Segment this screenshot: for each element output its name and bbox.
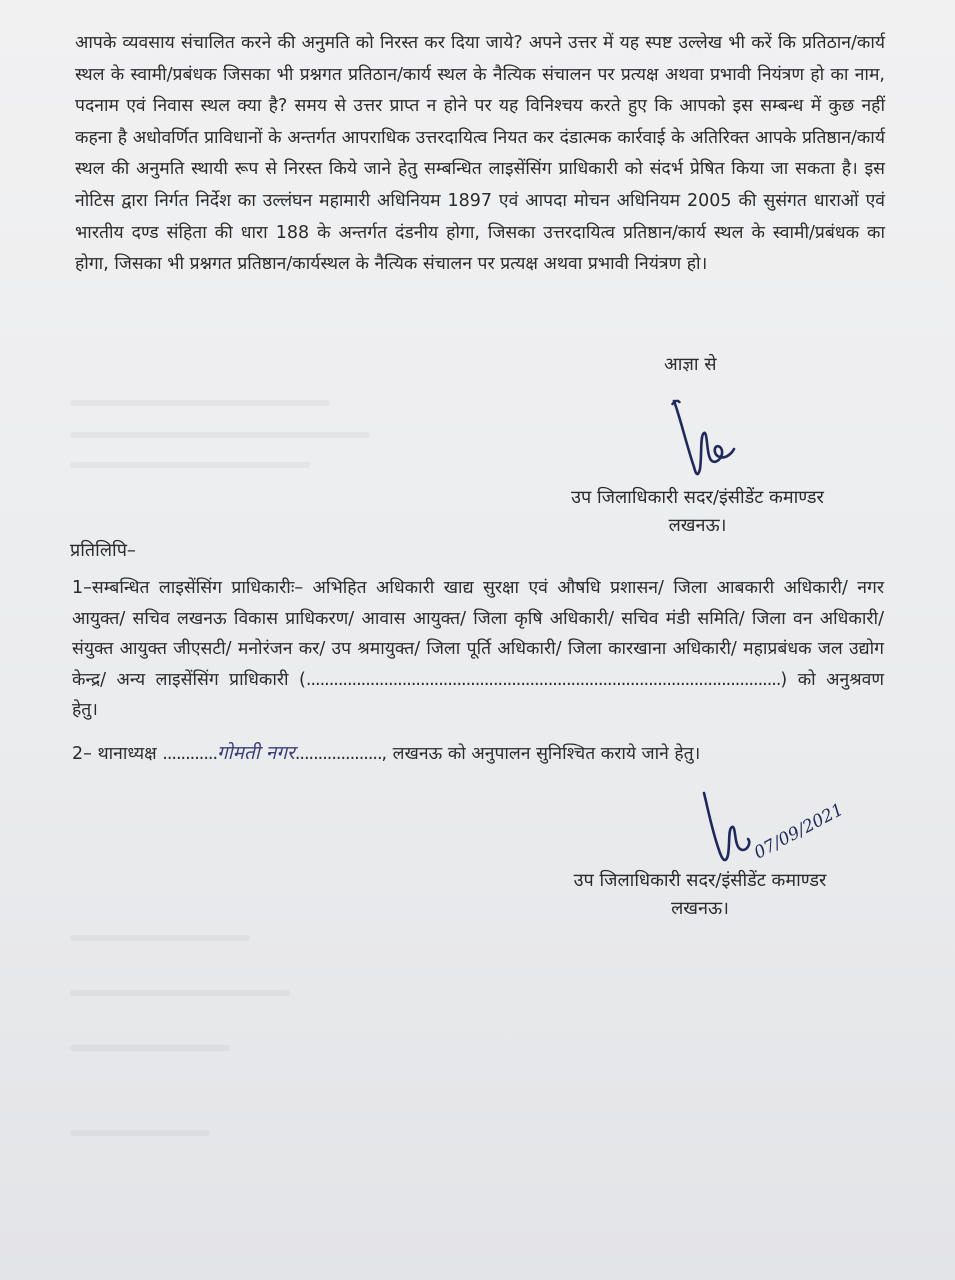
copy-item-2 [72, 738, 884, 769]
blank-line: ............ [162, 744, 218, 764]
copy-item-1-end: ) को अनुश्रवण हेतु। [72, 669, 885, 720]
copy-item-1-text: 1–सम्बन्धित लाइसेंसिंग प्राधिकारीः– अभिहित अधिकारी खाद्य सुरक्षा एवं औषधि प्रशासन/ जिला आबकारी अधिकारी/ नगर आयुक्त/ सचिव लखनऊ विकास प्राधिकरण/ आवास आयुक्त/ जिला कृषि अधिकारी/ सचिव मंडी समिति/ जिला वन अधिकारी/ संयुक्त आयुक्त जीएसटी/ मनोरंजन कर/ उप श्रमायुक्त/ जिला पूर्ति अधिकारी/ जिला कारखाना अधिकारी/ महाप्रबंधक जल उद्योग केन्द्र/ अन्य लाइसेंसिंग प्राधिकारी ( [72, 578, 884, 690]
signature-2 [690, 785, 860, 875]
show-through-mark [70, 935, 250, 941]
signature-1 [660, 395, 750, 485]
signatory-block-2 [540, 867, 860, 923]
copy-item-2-suffix: , लखनऊ को अनुपालन सुनिश्चित कराये जाने हेतु। [381, 744, 701, 764]
blank-line: ........................................................................................................ [305, 669, 781, 690]
copy-item-1 [72, 573, 884, 726]
signature-date: 07/09/2021 [750, 799, 847, 864]
by-order-label: आज्ञा से [664, 354, 717, 375]
show-through-mark [70, 462, 310, 468]
show-through-mark [70, 1045, 230, 1051]
signatory-block-1 [540, 484, 855, 540]
show-through-mark [70, 400, 330, 406]
signatory-place: लखनऊ। [668, 515, 727, 536]
signatory-title: उप जिलाधिकारी सदर/इंसीडेंट कमाण्डर [571, 487, 824, 508]
notice-paragraph: आपके व्यवसाय संचालित करने की अनुमति को निरस्त कर दिया जाये? अपने उत्तर में यह स्पष्ट उल्लेख भी करें कि प्रतिठान/कार्य स्थल के स्वामी/प्रबंधक जिसका भी प्रश्नगत प्रतिठान/कार्य स्थल के नैत्यिक संचालन पर प्रत्यक्ष अथवा प्रभावी नियंत्रण हो का नाम, पदनाम एवं निवास स्थल क्या है? समय से उत्तर प्राप्त न होने पर यह विनिश्चय करते हुए कि आपको इस सम्बन्ध में कुछ नहीं कहना है अधोवर्णित प्राविधानों के अन्तर्गत आपराधिक उत्तरदायित्व नियत कर दंडात्मक कार्रवाई के अतिरिक्त आपके प्रतिष्ठान/कार्य स्थल की अनुमति स्थायी रूप से निरस्त किये जाने हेतु सम्बन्धित लाइसेंसिंग प्राधिकारी को संदर्भ प्रेषित किया जा सकता है। इस नोटिस द्वारा निर्गत निर्देश का उल्लंघन महामारी अधिनियम 1897 एवं आपदा मोचन अधिनियम 2005 की सुसंगत धाराओं एवं भारतीय दण्ड संहिता की धारा 188 के अन्तर्गत दंडनीय होगा, जिसका उत्तरदायित्व प्रतिष्ठान/कार्य स्थल के स्वामी/प्रबंधक का होगा, जिसका भी प्रश्नगत प्रतिष्ठान/कार्यस्थल के नैत्यिक संचालन पर प्रत्यक्ष अथवा प्रभावी नियंत्रण हो। [75, 33, 885, 275]
copy-heading: प्रतिलिपि– [70, 540, 136, 561]
handwritten-police-station: गोमती नगर [217, 742, 295, 764]
signatory-title: उप जिलाधिकारी सदर/इंसीडेंट कमाण्डर [573, 870, 827, 891]
show-through-mark [70, 990, 290, 996]
blank-line: ................... [294, 744, 382, 764]
copy-item-2-prefix: 2– थानाध्यक्ष [72, 744, 163, 764]
signatory-place: लखनऊ। [671, 898, 729, 919]
show-through-mark [70, 1130, 210, 1136]
show-through-mark [70, 432, 370, 438]
